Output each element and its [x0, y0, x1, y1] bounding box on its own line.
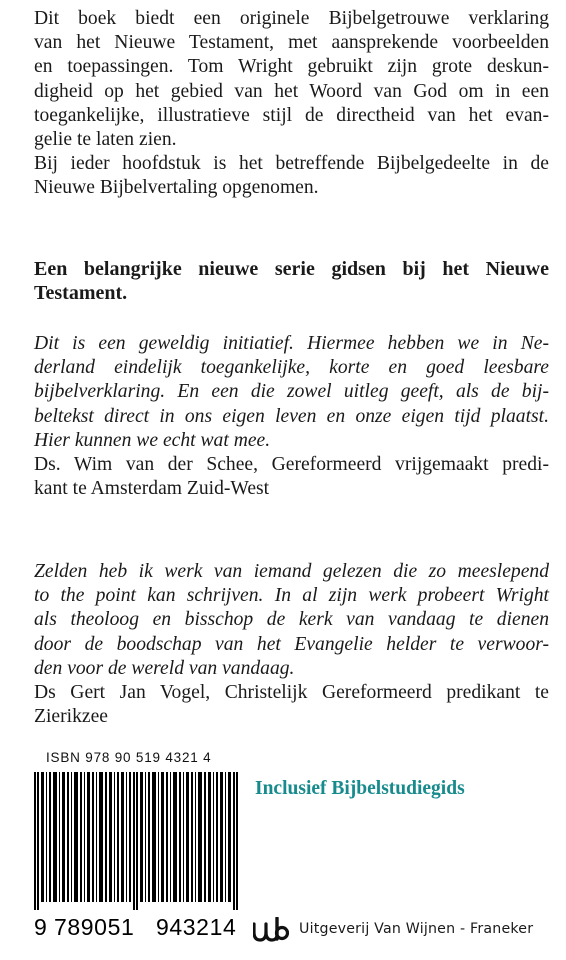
- barcode-bar: [145, 772, 146, 902]
- tagline-line: Een belangrijke nieuwe serie gidsen bij het Nieuwe: [34, 258, 549, 280]
- intro-line: gelie te laten zien.: [34, 129, 177, 151]
- barcode-bar: [158, 772, 159, 902]
- review-author-line: Ds. Wim van der Schee, Gereformeerd vrijgemaakt predi-: [34, 454, 549, 476]
- barcode-bar: [225, 772, 226, 902]
- isbn-label: ISBN 978 90 519 4321 4: [46, 750, 212, 765]
- barcode-bar: [96, 772, 97, 902]
- barcode-bar: [170, 772, 171, 902]
- barcode-bar: [67, 772, 69, 902]
- barcode-bar: [71, 772, 72, 902]
- barcode-guard-bar: [133, 772, 135, 910]
- review-quote-line: Hier kunnen we echt wat mee.: [34, 429, 271, 451]
- barcode-bar: [117, 772, 119, 902]
- intro-line: Bij ieder hoofdstuk is het betreffende Bijbelgedeelte in de: [34, 153, 549, 175]
- barcode-bar: [208, 772, 211, 902]
- barcode-bar: [173, 772, 177, 902]
- barcode-guard-bar: [236, 772, 238, 910]
- barcode-guard-bar: [34, 772, 36, 910]
- review-quote-line: door de boodschap van het Evangelie helder te verwoor-: [34, 633, 549, 655]
- barcode-bar: [186, 772, 189, 902]
- barcode-bar: [109, 772, 112, 902]
- barcode-bar: [53, 772, 57, 902]
- barcode-bar: [114, 772, 115, 902]
- barcode-digit-group: 789051: [54, 914, 135, 940]
- barcode-bar: [216, 772, 218, 902]
- barcode: [34, 772, 238, 910]
- review-schee: [34, 332, 549, 501]
- review-author-line: Ds Gert Jan Vogel, Christelijk Gereformeerd predikant te: [34, 682, 549, 704]
- barcode-bar: [46, 772, 47, 902]
- barcode-bar: [161, 772, 164, 902]
- barcode-bar: [220, 772, 223, 902]
- barcode-bar: [99, 772, 103, 902]
- barcode-digit-group: 943214: [156, 914, 237, 940]
- review-quote-line: beltekst direct in ons eigen leven en onze eigen tijd plaatst.: [34, 405, 549, 427]
- barcode-bar: [129, 772, 131, 902]
- intro-line: Nieuwe Bijbelvertaling opgenomen.: [34, 177, 319, 199]
- barcode-bar: [204, 772, 206, 902]
- review-quote-line: Dit is een geweldig initiatief. Hiermee hebben we in Ne-: [34, 333, 549, 354]
- intro-line: toegankelijke, illustratieve stijl de directheid van het evan-: [34, 104, 549, 126]
- barcode-bar: [121, 772, 124, 902]
- intro-line: digheid op het gebied van het Woord van God om in een: [34, 80, 549, 102]
- barcode-bar: [213, 772, 214, 902]
- publisher-name: Uitgeverij Van Wijnen - Franeker: [299, 921, 534, 937]
- barcode-bar: [198, 772, 202, 902]
- barcode-lead-digit: 9: [34, 914, 48, 940]
- barcode-guard-bar: [233, 772, 235, 910]
- review-vogel: [34, 560, 549, 729]
- barcode-bar: [179, 772, 181, 902]
- intro-paragraph: [34, 7, 549, 201]
- barcode-bar: [183, 772, 184, 902]
- barcode-bar: [166, 772, 168, 902]
- barcode-bar: [80, 772, 82, 902]
- barcode-guard-bar: [136, 772, 138, 910]
- review-quote-line: den voor de wereld van vandaag.: [34, 657, 295, 679]
- barcode-guard-bar: [37, 772, 39, 910]
- barcode-bar: [62, 772, 65, 902]
- intro-line: van het Nieuwe Testament, met aansprekende voorbeelden: [34, 32, 549, 54]
- studiegids-label: Inclusief Bijbelstudiegids: [255, 778, 465, 799]
- barcode-bar: [105, 772, 107, 902]
- publisher-logo-icon: [253, 917, 289, 943]
- review-quote-line: bijbelverklaring. En een die zowel uitleg geeft, als de bij-: [34, 381, 549, 403]
- tagline-line: Testament.: [34, 282, 128, 305]
- barcode-bar: [228, 772, 231, 902]
- review-quote-line: derland eindelijk toegankelijke, korte en goed leesbare: [34, 357, 549, 379]
- barcode-bar: [195, 772, 196, 902]
- intro-line: Dit boek biedt een originele Bijbelgetrouwe verklaring: [34, 8, 549, 29]
- review-author-line: kant te Amsterdam Zuid-West: [34, 478, 270, 500]
- barcode-bar: [191, 772, 193, 902]
- barcode-bar: [59, 772, 60, 902]
- barcode-bar: [87, 772, 90, 902]
- barcode-bar: [126, 772, 127, 902]
- review-quote-line: Zelden heb ik werk van iemand gelezen die zo meeslepend: [34, 561, 549, 582]
- intro-line: en toepassingen. Tom Wright gebruikt zijn grote deskun-: [34, 56, 549, 78]
- barcode-bar: [74, 772, 78, 902]
- review-quote-line: als theoloog en bisschop de kerk van vandaag te dienen: [34, 609, 549, 631]
- barcode-bar: [92, 772, 94, 902]
- barcode-bar: [152, 772, 156, 902]
- barcode-bar: [148, 772, 150, 902]
- barcode-bar: [49, 772, 51, 902]
- series-tagline: [34, 257, 549, 305]
- review-quote-line: to the point kan schrijven. In al zijn werk probeert Wright: [34, 585, 549, 607]
- barcode-bar: [140, 772, 143, 902]
- review-author-line: Zierikzee: [34, 706, 108, 728]
- barcode-bar: [41, 772, 44, 902]
- barcode-bar: [84, 772, 85, 902]
